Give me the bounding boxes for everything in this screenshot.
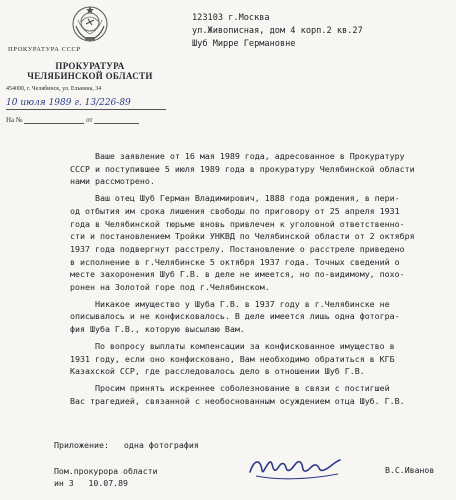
text-line: од отбытия им срока лишения свободы по приговору от 25 апреля 1931 (45, 205, 400, 216)
text-line: года в Челябинской тюрьме вновь привлечен к уголовной ответственно- (45, 218, 405, 229)
recipient-address (192, 12, 363, 51)
handwritten-signature (246, 450, 346, 484)
from-label: от (86, 116, 93, 124)
signatory-name: В.С.Иванов (385, 465, 435, 475)
text-line: Ваше заявление от 16 мая 1989 года, адресованное в Прокуратуру (45, 151, 405, 161)
attachment-line: Приложение: одна фотография (54, 440, 199, 450)
recipient-line: Шуб Мирре Германовне (192, 39, 296, 49)
text-line: 1937 года подвергнут расстрелу. Постановление о расстреле приведено (45, 243, 405, 254)
text-line: Никакое имущество у Шуба Г.В. в 1937 году в г.Челябинске не (45, 298, 390, 309)
text-line: фия Шуба Г.В., которую высылаю Вам. (45, 324, 245, 335)
paragraph (45, 192, 445, 294)
text-line: СССР и поступившее 5 июля 1989 года в прокуратуру Челябинской области (45, 163, 415, 174)
signatory-position: Пом.прокурора области (54, 466, 158, 476)
text-line: 1931 году, если оно конфисковано, Вам необходимо обратиться в КГБ (45, 353, 395, 364)
number-blank (24, 123, 84, 124)
text-line: Ваш отец Шуб Герман Владимирович, 1888 года рождения, в пери- (45, 193, 400, 204)
date-handwritten: 10 июля 1989 г. 13/226-89 (6, 98, 166, 110)
text-line: месте захоронения Шуб Г.В. в деле не имеется, но по-видимому, похо- (45, 269, 405, 280)
state-emblem-icon (70, 4, 110, 44)
org-name-line1: ПРОКУРАТУРА (55, 61, 125, 71)
text-line: сти и постановлением Тройки УНКВД по Челябинской области от 2 октября (45, 231, 415, 242)
paragraph (45, 150, 445, 188)
text-line: нами рассмотрено. (45, 176, 155, 187)
org-name-line2: ЧЕЛЯБИНСКОЙ ОБЛАСТИ (27, 71, 153, 81)
text-line: Просим принять искреннее соболезнование в связи с постигшей (45, 382, 390, 393)
paragraph (45, 298, 445, 336)
letter-body (45, 150, 445, 407)
paragraph (45, 382, 445, 407)
letterhead (6, 4, 174, 124)
text-line: описывалось и не конфисковалось. В деле имеется лишь одна фотогра- (45, 311, 400, 322)
text-line: в исполнение в г.Челябинске 5 октября 1937 года. Точных сведений о (45, 256, 400, 267)
number-label: На № (6, 116, 23, 124)
text-line: ронен на Золотой горе под г.Челябинском. (45, 282, 270, 293)
text-line: По вопросу выплаты компенсации за конфискованное имущество в (45, 340, 395, 351)
paragraph (45, 340, 445, 378)
signatory-block (54, 465, 158, 489)
text-line: Казахской ССР, где расследовалось дело в отношении Шуб Г.В. (45, 366, 365, 377)
recipient-line: ул.Живописная, дом 4 корп.2 кв.27 (192, 26, 363, 36)
org-small-title: ПРОКУРАТУРА СССР (8, 46, 81, 53)
text-line: Вас трагедией, связанной с необоснованным осуждением отца Шуб. Г.В. (45, 395, 405, 406)
recipient-line: 123103 г.Москва (192, 13, 270, 23)
org-address: 454000, г. Челябинск, ул. Елькина, 34 (6, 86, 102, 92)
reference-number-line (6, 116, 174, 124)
from-blank (94, 123, 139, 124)
signatory-ref: ин 3 10.07.89 (54, 478, 128, 488)
